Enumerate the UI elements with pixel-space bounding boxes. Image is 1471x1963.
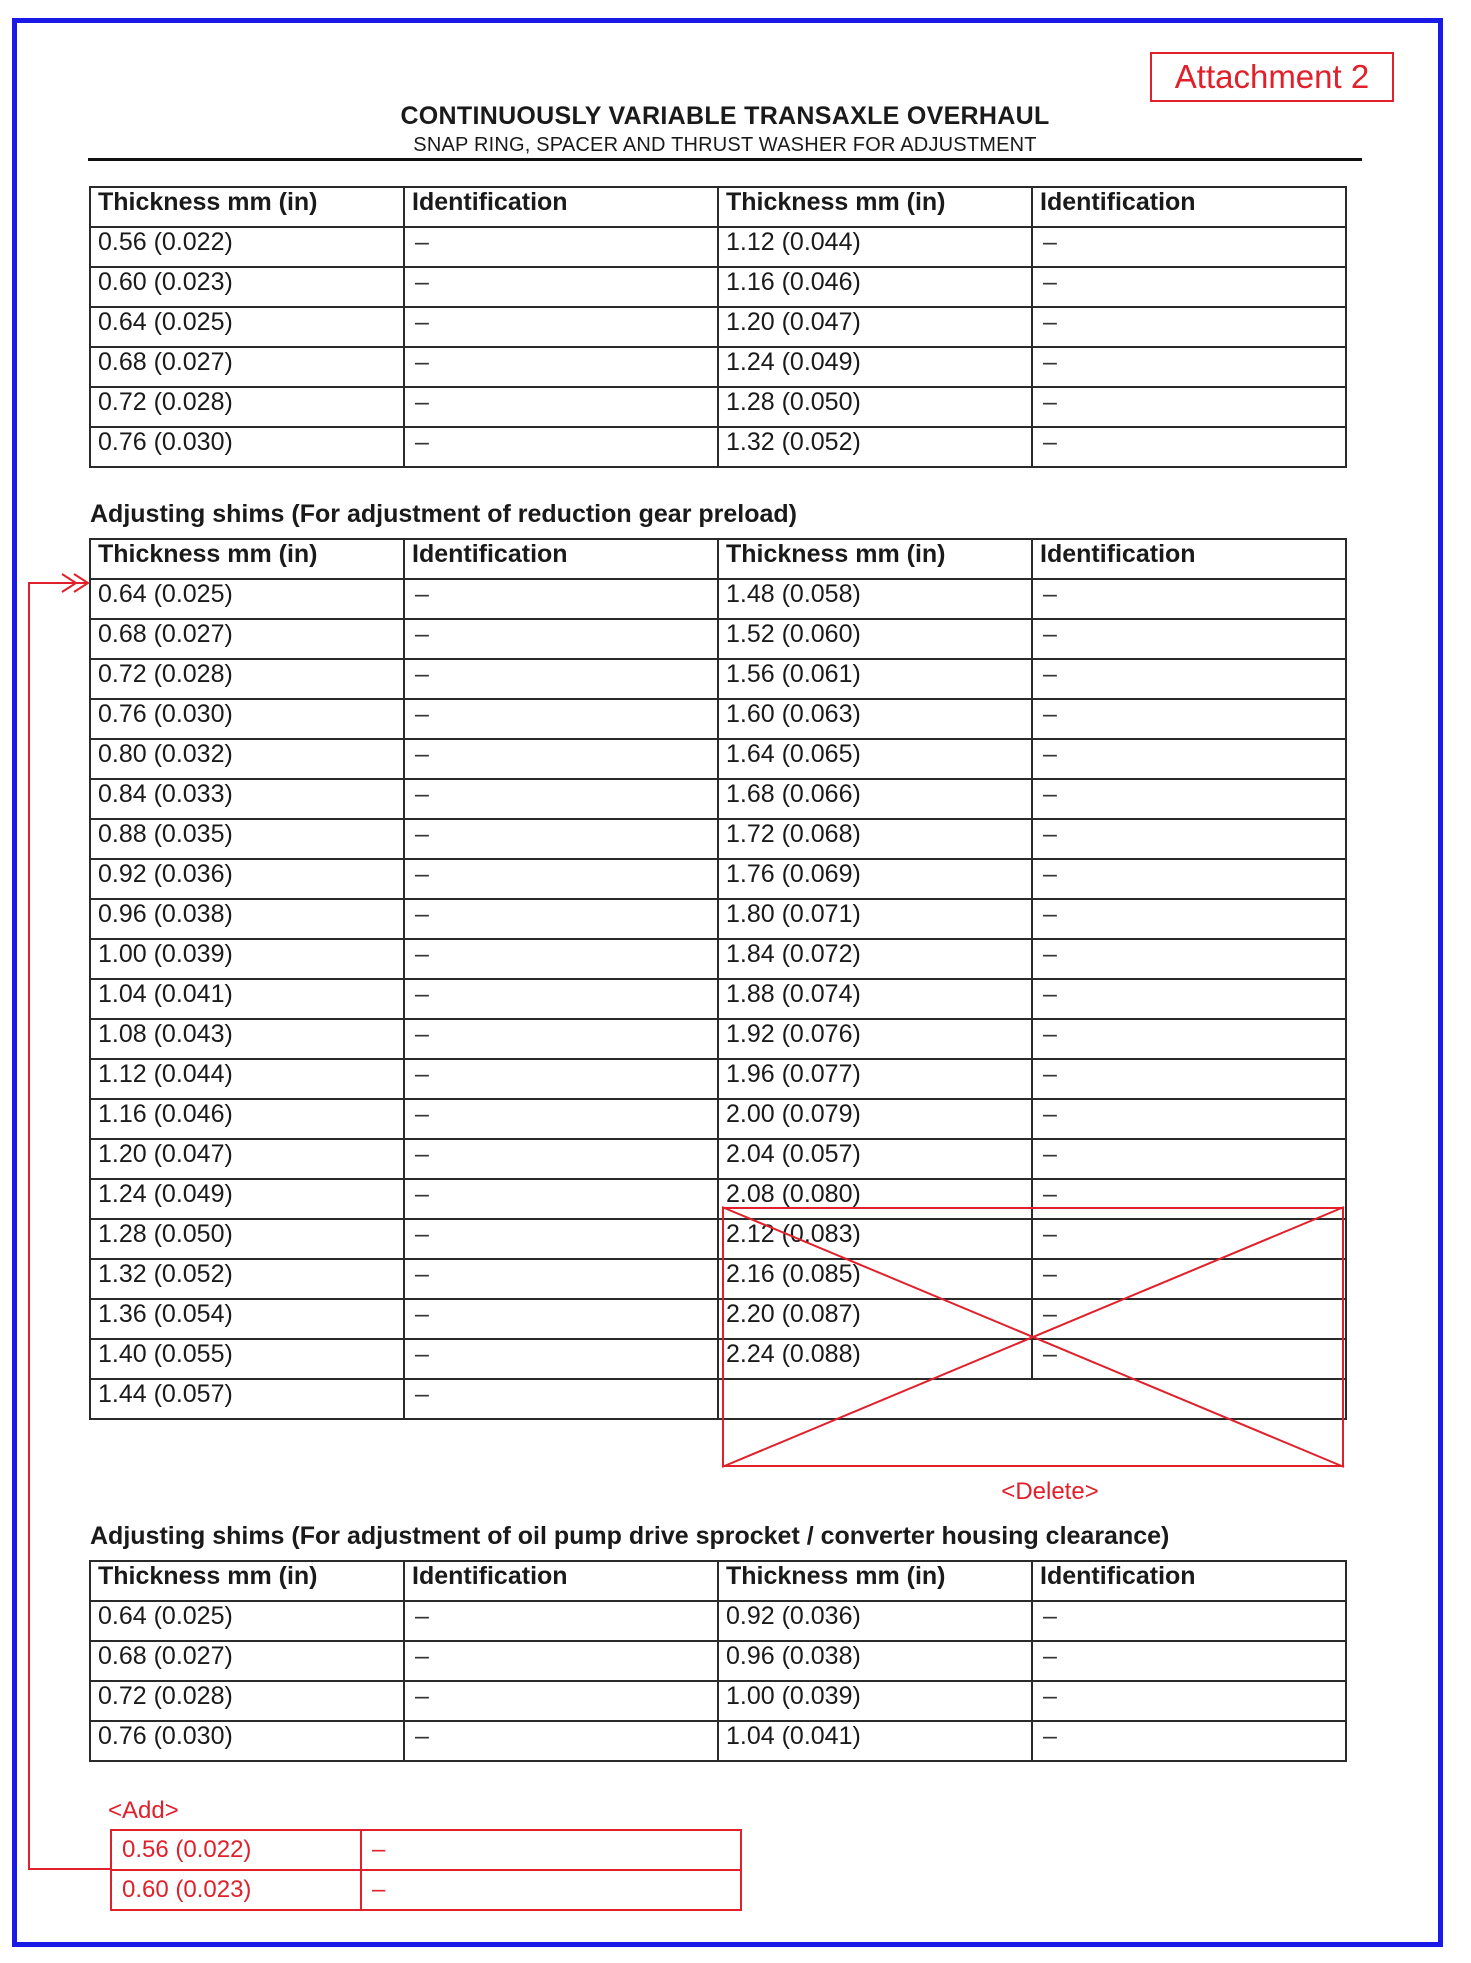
identification-cell: – <box>404 347 718 387</box>
column-header: Identification <box>1032 1561 1346 1601</box>
thickness-cell: 1.12 (0.044) <box>718 227 1032 267</box>
thickness-cell: 1.76 (0.069) <box>718 859 1032 899</box>
thickness-cell: 1.92 (0.076) <box>718 1019 1032 1059</box>
oil-pump-section-title: Adjusting shims (For adjustment of oil pump drive sprocket / converter housing clearance) <box>90 1522 1170 1550</box>
identification-cell: – <box>404 659 718 699</box>
identification-cell: – <box>404 859 718 899</box>
thickness-cell: 0.60 (0.023) <box>111 1870 361 1910</box>
delete-label: <Delete> <box>1001 1478 1099 1505</box>
identification-cell: – <box>1032 1139 1346 1179</box>
identification-cell: – <box>404 1059 718 1099</box>
thickness-cell: 1.68 (0.066) <box>718 779 1032 819</box>
identification-cell: – <box>404 1019 718 1059</box>
identification-cell: – <box>1032 307 1346 347</box>
identification-cell: – <box>404 619 718 659</box>
identification-cell: – <box>404 739 718 779</box>
thickness-cell: 1.24 (0.049) <box>718 347 1032 387</box>
identification-cell: – <box>1032 1681 1346 1721</box>
identification-cell: – <box>1032 979 1346 1019</box>
thickness-cell: 1.08 (0.043) <box>90 1019 404 1059</box>
thickness-cell: 0.64 (0.025) <box>90 1601 404 1641</box>
identification-cell: – <box>404 1681 718 1721</box>
column-header: Thickness mm (in) <box>90 187 404 227</box>
document-title: CONTINUOUSLY VARIABLE TRANSAXLE OVERHAUL <box>400 102 1050 130</box>
thickness-cell: 0.68 (0.027) <box>90 347 404 387</box>
identification-cell: – <box>1032 1299 1346 1339</box>
identification-cell: – <box>1032 1019 1346 1059</box>
thickness-cell: 1.04 (0.041) <box>718 1721 1032 1761</box>
thickness-cell: 2.20 (0.087) <box>718 1299 1032 1339</box>
thickness-cell: 1.20 (0.047) <box>718 307 1032 347</box>
identification-cell: – <box>1032 659 1346 699</box>
identification-cell: – <box>404 899 718 939</box>
identification-cell: – <box>1032 739 1346 779</box>
thickness-cell: 0.84 (0.033) <box>90 779 404 819</box>
thickness-cell: 1.28 (0.050) <box>718 387 1032 427</box>
identification-cell: – <box>1032 1179 1346 1219</box>
identification-cell: – <box>404 1259 718 1299</box>
identification-cell: – <box>1032 939 1346 979</box>
thickness-cell: 1.16 (0.046) <box>718 267 1032 307</box>
thickness-cell: 2.04 (0.057) <box>718 1139 1032 1179</box>
identification-cell: – <box>1032 347 1346 387</box>
column-header: Identification <box>1032 187 1346 227</box>
add-label: <Add> <box>108 1797 179 1824</box>
thickness-cell: 1.28 (0.050) <box>90 1219 404 1259</box>
thickness-cell: 0.56 (0.022) <box>111 1830 361 1870</box>
thickness-cell: 1.16 (0.046) <box>90 1099 404 1139</box>
thickness-cell: 0.68 (0.027) <box>90 1641 404 1681</box>
column-header: Identification <box>404 539 718 579</box>
thickness-cell: 1.56 (0.061) <box>718 659 1032 699</box>
identification-cell: – <box>361 1830 741 1870</box>
identification-cell: – <box>1032 427 1346 467</box>
thickness-cell: 0.96 (0.038) <box>90 899 404 939</box>
identification-cell: – <box>404 1299 718 1339</box>
column-header: Thickness mm (in) <box>90 539 404 579</box>
thickness-cell: 1.00 (0.039) <box>90 939 404 979</box>
identification-cell: – <box>404 819 718 859</box>
thickness-cell: 1.44 (0.057) <box>90 1379 404 1419</box>
thickness-cell: 1.32 (0.052) <box>90 1259 404 1299</box>
identification-cell: – <box>404 387 718 427</box>
identification-cell: – <box>1032 1059 1346 1099</box>
identification-cell: – <box>404 699 718 739</box>
identification-cell: – <box>1032 1601 1346 1641</box>
attachment-label: Attachment 2 <box>1150 52 1394 102</box>
thickness-cell: 1.64 (0.065) <box>718 739 1032 779</box>
column-header: Identification <box>404 187 718 227</box>
identification-cell: – <box>404 979 718 1019</box>
identification-cell: – <box>404 267 718 307</box>
add-connector-line <box>29 583 110 1869</box>
identification-cell: – <box>404 1379 718 1419</box>
identification-cell: – <box>1032 267 1346 307</box>
reduction-gear-section-title: Adjusting shims (For adjustment of reduction gear preload) <box>90 500 797 528</box>
identification-cell: – <box>404 1601 718 1641</box>
thickness-cell: 0.60 (0.023) <box>90 267 404 307</box>
thickness-cell: 1.40 (0.055) <box>90 1339 404 1379</box>
column-header: Thickness mm (in) <box>718 539 1032 579</box>
identification-cell: – <box>361 1870 741 1910</box>
thickness-cell: 0.72 (0.028) <box>90 1681 404 1721</box>
identification-cell: – <box>1032 1099 1346 1139</box>
thickness-cell: 0.88 (0.035) <box>90 819 404 859</box>
column-header: Thickness mm (in) <box>90 1561 404 1601</box>
identification-cell: – <box>404 1099 718 1139</box>
thickness-cell: 2.24 (0.088) <box>718 1339 1032 1379</box>
column-header: Identification <box>1032 539 1346 579</box>
thickness-cell: 1.20 (0.047) <box>90 1139 404 1179</box>
thickness-cell: 1.48 (0.058) <box>718 579 1032 619</box>
thickness-cell: 1.88 (0.074) <box>718 979 1032 1019</box>
thickness-cell: 0.80 (0.032) <box>90 739 404 779</box>
thickness-cell: 0.64 (0.025) <box>90 579 404 619</box>
thickness-cell: 2.16 (0.085) <box>718 1259 1032 1299</box>
identification-cell: – <box>404 1219 718 1259</box>
column-header: Thickness mm (in) <box>718 187 1032 227</box>
identification-cell: – <box>404 1139 718 1179</box>
thickness-cell: 2.00 (0.079) <box>718 1099 1032 1139</box>
thickness-cell: 1.84 (0.072) <box>718 939 1032 979</box>
thickness-cell: 1.00 (0.039) <box>718 1681 1032 1721</box>
identification-cell: – <box>404 939 718 979</box>
identification-cell: – <box>1032 1219 1346 1259</box>
identification-cell: – <box>404 1721 718 1761</box>
identification-cell: – <box>404 227 718 267</box>
document-subtitle: SNAP RING, SPACER AND THRUST WASHER FOR ADJUSTMENT <box>413 134 1037 156</box>
thickness-cell: 1.32 (0.052) <box>718 427 1032 467</box>
thickness-cell: 0.68 (0.027) <box>90 619 404 659</box>
identification-cell: – <box>1032 619 1346 659</box>
thickness-cell: 0.76 (0.030) <box>90 699 404 739</box>
identification-cell: – <box>1032 227 1346 267</box>
thickness-cell: 0.72 (0.028) <box>90 659 404 699</box>
identification-cell: – <box>404 307 718 347</box>
thickness-cell: 2.08 (0.080) <box>718 1179 1032 1219</box>
identification-cell: – <box>1032 579 1346 619</box>
identification-cell: – <box>404 779 718 819</box>
thickness-cell: 0.92 (0.036) <box>718 1601 1032 1641</box>
thickness-cell: 0.56 (0.022) <box>90 227 404 267</box>
thickness-cell: 1.80 (0.071) <box>718 899 1032 939</box>
identification-cell: – <box>404 1641 718 1681</box>
identification-cell: – <box>1032 1259 1346 1299</box>
thickness-cell: 1.72 (0.068) <box>718 819 1032 859</box>
identification-cell: – <box>1032 859 1346 899</box>
identification-cell: – <box>1032 779 1346 819</box>
thickness-cell: 0.76 (0.030) <box>90 427 404 467</box>
identification-cell: – <box>404 579 718 619</box>
identification-cell: – <box>1032 1721 1346 1761</box>
thickness-cell: 0.72 (0.028) <box>90 387 404 427</box>
column-header: Thickness mm (in) <box>718 1561 1032 1601</box>
thickness-cell: 1.36 (0.054) <box>90 1299 404 1339</box>
identification-cell: – <box>1032 699 1346 739</box>
identification-cell: – <box>1032 1641 1346 1681</box>
thickness-cell: 1.04 (0.041) <box>90 979 404 1019</box>
identification-cell: – <box>1032 819 1346 859</box>
identification-cell: – <box>404 427 718 467</box>
identification-cell: – <box>1032 387 1346 427</box>
identification-cell: – <box>404 1179 718 1219</box>
thickness-cell: 0.76 (0.030) <box>90 1721 404 1761</box>
thickness-cell: 0.64 (0.025) <box>90 307 404 347</box>
column-header: Identification <box>404 1561 718 1601</box>
thickness-cell: 1.24 (0.049) <box>90 1179 404 1219</box>
thickness-cell: 1.96 (0.077) <box>718 1059 1032 1099</box>
thickness-cell: 0.92 (0.036) <box>90 859 404 899</box>
identification-cell: – <box>404 1339 718 1379</box>
thickness-cell: 0.96 (0.038) <box>718 1641 1032 1681</box>
identification-cell: – <box>1032 899 1346 939</box>
identification-cell: – <box>1032 1339 1346 1379</box>
thickness-cell: 2.12 (0.083) <box>718 1219 1032 1259</box>
thickness-cell: 1.60 (0.063) <box>718 699 1032 739</box>
thickness-cell: 1.52 (0.060) <box>718 619 1032 659</box>
thickness-cell: 1.12 (0.044) <box>90 1059 404 1099</box>
